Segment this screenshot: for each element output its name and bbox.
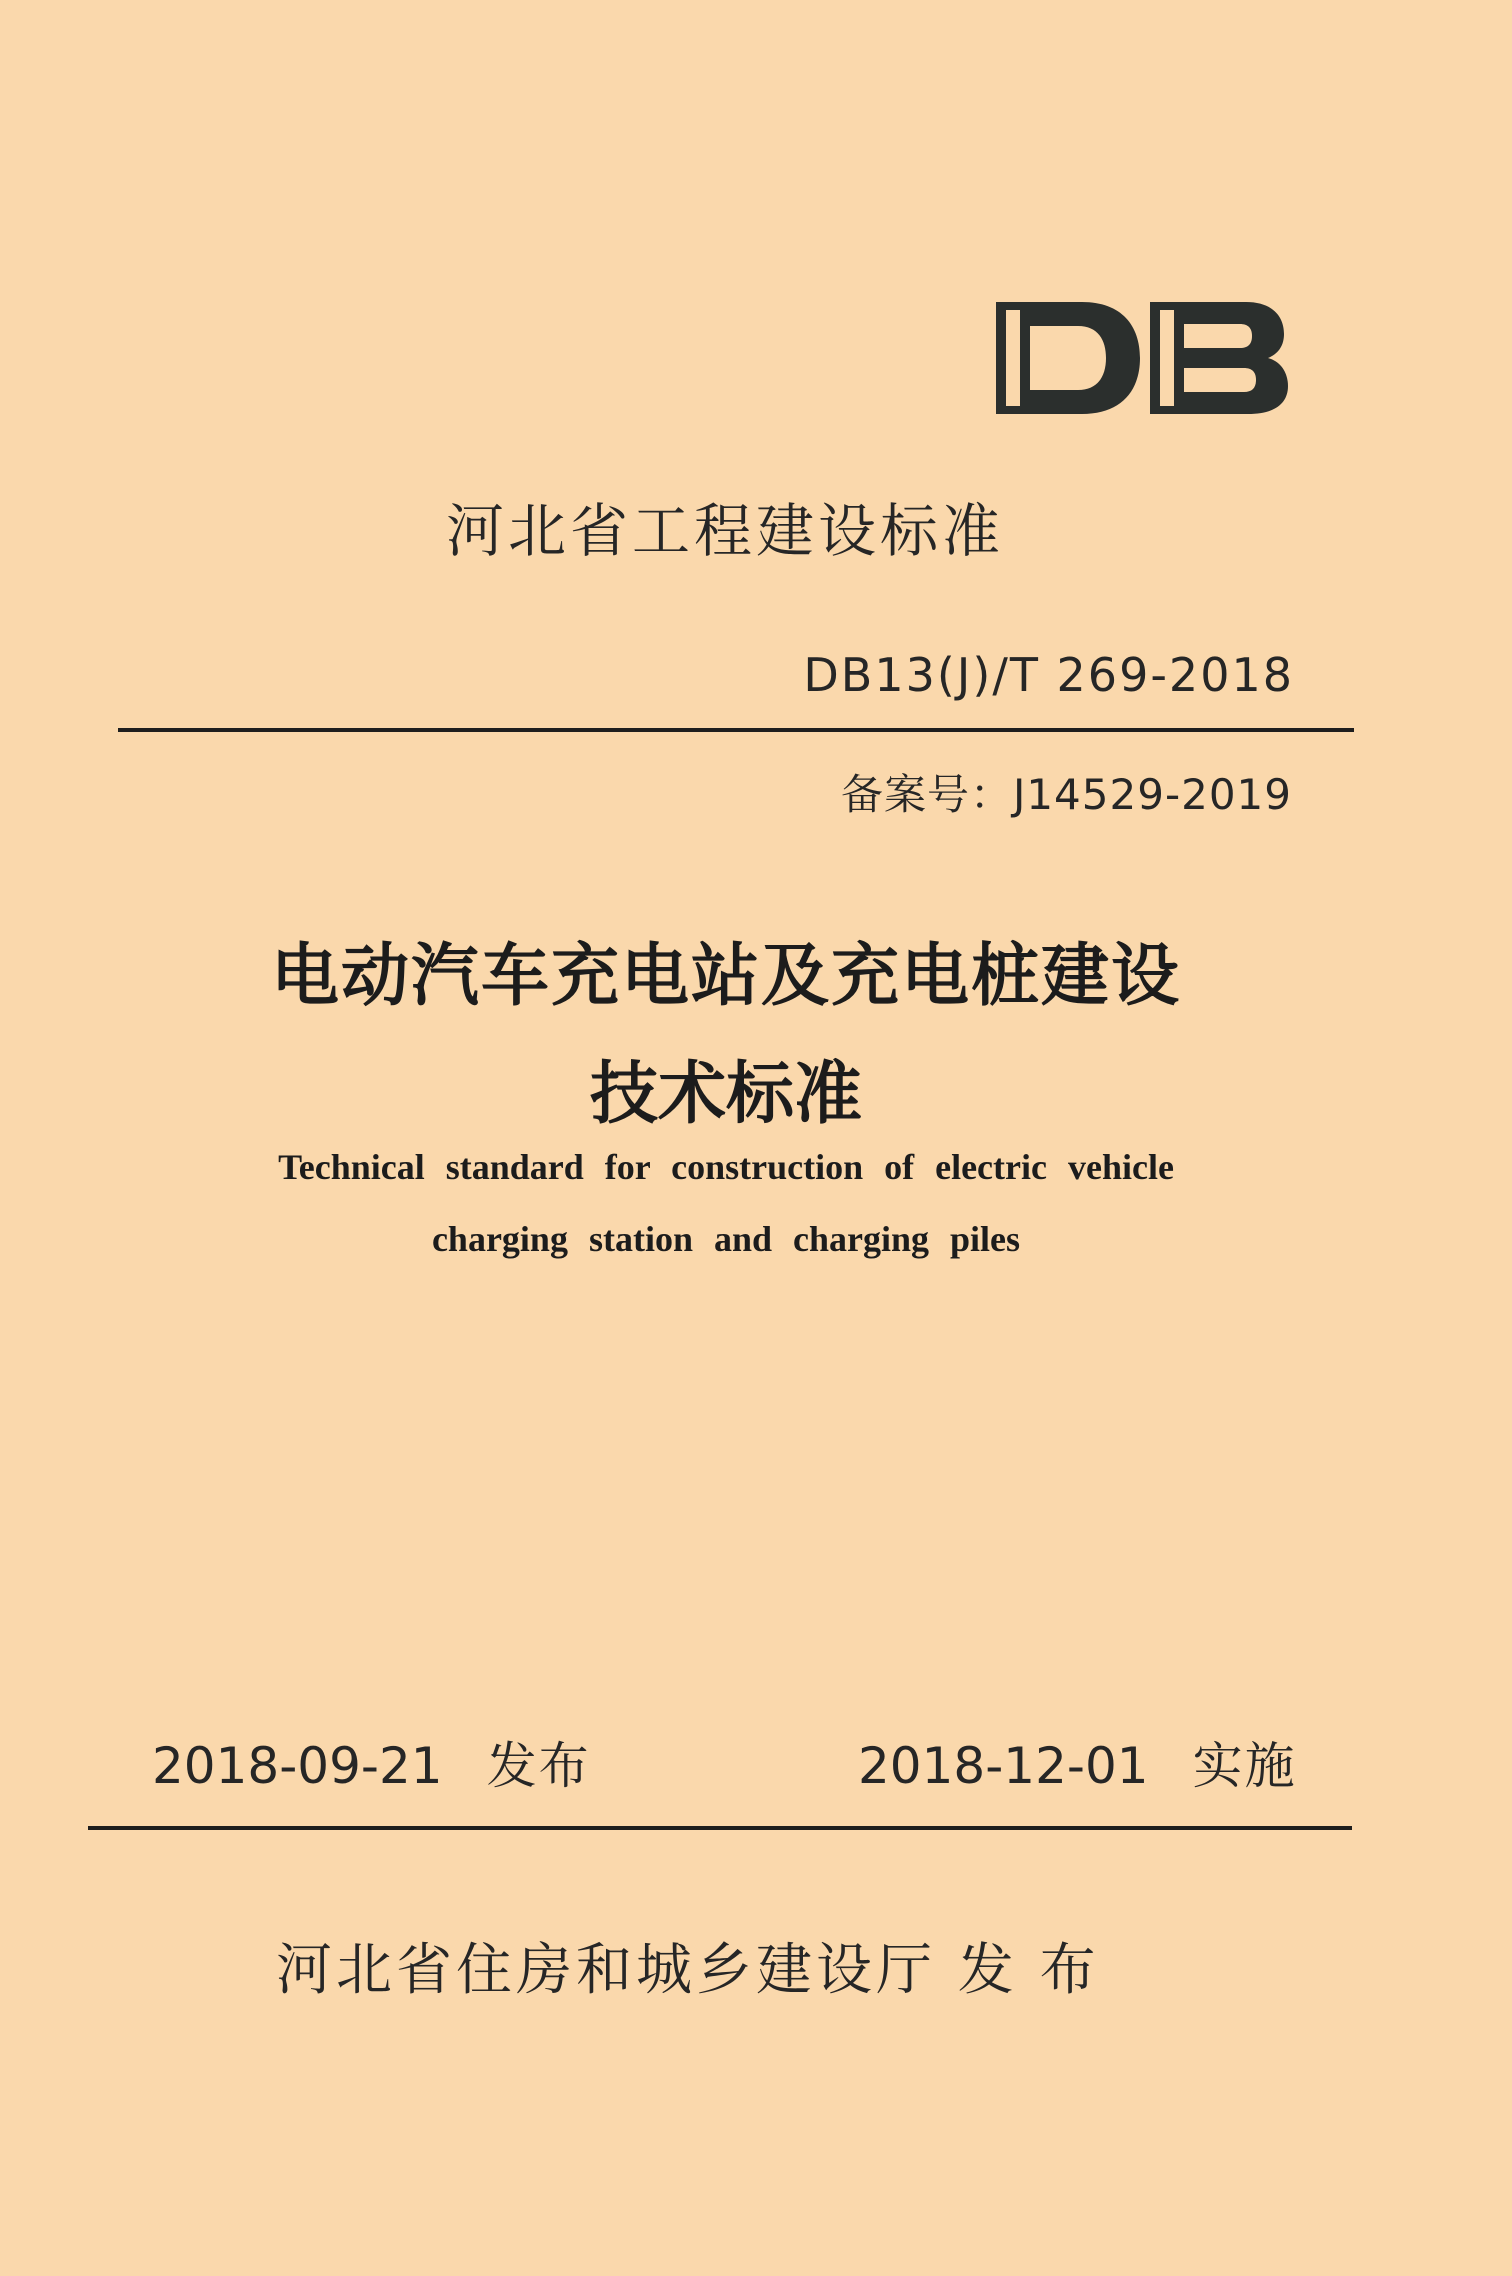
effective-date: 2018-12-01 [858,1737,1149,1795]
publisher: 河北省住房和城乡建设厅 发 布 [276,1938,1100,2003]
english-title-line-2: charging station and charging piles [431,1219,1021,1259]
effective-label: 实施 [1192,1737,1297,1795]
record-number: 备案号：J14529-2019 [840,770,1292,819]
standard-number: DB13(J)/T 269-2018 [803,648,1294,702]
issue-date-block [152,1726,591,1798]
standard-category: 河北省工程建设标准 [446,497,1005,565]
db-logo [990,296,1290,420]
top-divider [118,728,1354,732]
bottom-divider [88,1826,1352,1830]
title-line-1: 电动汽车充电站及充电桩建设 [270,936,1181,1016]
issue-label: 发布 [486,1737,591,1795]
effective-date-block [858,1726,1297,1798]
issue-date: 2018-09-21 [152,1737,443,1795]
title-line-2: 技术标准 [589,1054,862,1134]
english-title-line-1: Technical standard for construction of electric vehicle [278,1147,1174,1187]
